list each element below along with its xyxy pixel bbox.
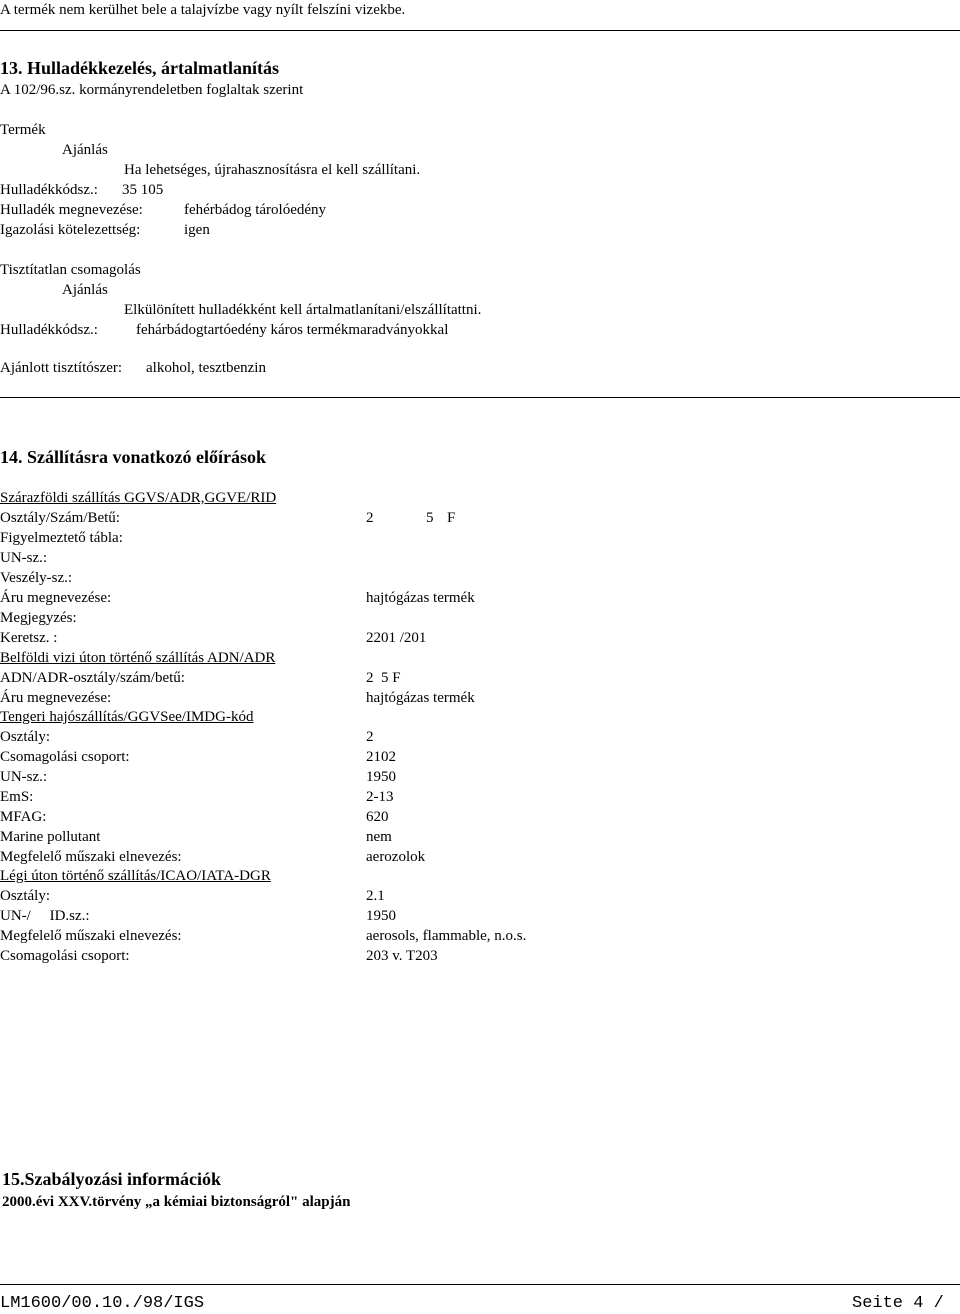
- sea-row-value: 1950: [366, 769, 396, 785]
- sea-row-value: nem: [366, 829, 392, 845]
- air-row-label: Megfelelő műszaki elnevezés:: [0, 928, 182, 944]
- land-frame-label: Keretsz. :: [0, 630, 58, 646]
- section-15-title: 15.Szabályozási információk: [2, 1169, 221, 1189]
- land-note-label: Megjegyzés:: [0, 610, 77, 626]
- section-13-subtitle: A 102/96.sz. kormányrendeletben foglaltak szerint: [0, 82, 304, 98]
- top-note: A termék nem kerülhet bele a talajvízbe vagy nyílt felszíni vizekbe.: [0, 2, 406, 18]
- air-row-value: 203 v. T203: [366, 948, 438, 964]
- product-recommendation: Ha lehetséges, újrahasznosításra el kell szállítani.: [124, 162, 421, 178]
- air-row-value: aerosols, flammable, n.o.s.: [366, 928, 527, 944]
- land-class-value-2: 5: [426, 510, 434, 526]
- land-warning-label: Figyelmeztető tábla:: [0, 530, 123, 546]
- product-recommendation-label: Ajánlás: [62, 142, 108, 158]
- land-goods-label: Áru megnevezése:: [0, 590, 112, 606]
- sea-row-label: UN-sz.:: [0, 769, 48, 785]
- section-13-title: 13. Hulladékkezelés, ártalmatlanítás: [0, 58, 279, 78]
- uncleaned-code-label: Hulladékkódsz.:: [0, 322, 98, 338]
- sea-row-value: aerozolok: [366, 849, 426, 865]
- land-class-value-3: F: [447, 510, 456, 526]
- inland-class-label: ADN/ADR-osztály/szám/betű:: [0, 670, 185, 686]
- waste-code-label: Hulladékkódsz.:: [0, 182, 98, 198]
- inland-class-value: 2 5 F: [366, 670, 401, 686]
- sea-transport-heading: Tengeri hajószállítás/GGVSee/IMDG-kód: [0, 709, 254, 725]
- waste-name-label: Hulladék megnevezése:: [0, 202, 143, 218]
- uncleaned-recommendation: Elkülönített hulladékként kell ártalmatlanítani/elszállítattni.: [124, 302, 482, 318]
- air-row-label: Osztály:: [0, 888, 50, 904]
- section-15-law: 2000.évi XXV.törvény „a kémiai biztonságról" alapján: [2, 1194, 351, 1210]
- footer-page-number: Seite 4 /: [852, 1294, 944, 1313]
- top-divider: [0, 30, 960, 31]
- land-un-label: UN-sz.:: [0, 550, 48, 566]
- sea-row-label: Marine pollutant: [0, 829, 101, 845]
- sea-row-label: MFAG:: [0, 809, 47, 825]
- sea-row-label: Osztály:: [0, 729, 50, 745]
- land-class-label: Osztály/Szám/Betű:: [0, 510, 120, 526]
- sea-row-value: 2-13: [366, 789, 394, 805]
- product-label: Termék: [0, 122, 46, 138]
- air-row-label: Csomagolási csoport:: [0, 948, 130, 964]
- uncleaned-code-value: fehárbádogtartóedény káros termékmaradványokkal: [136, 322, 449, 338]
- certification-value: igen: [184, 222, 210, 238]
- inland-goods-value: hajtógázas termék: [366, 690, 475, 706]
- sea-row-value: 620: [366, 809, 389, 825]
- air-row-label: UN-/ ID.sz.:: [0, 908, 90, 924]
- cleaner-value: alkohol, tesztbenzin: [146, 360, 266, 376]
- footer-doc-code: LM1600/00.10./98/IGS: [0, 1294, 205, 1313]
- land-danger-label: Veszély-sz.:: [0, 570, 73, 586]
- land-transport-heading: Szárazföldi szállítás GGVS/ADR,GGVE/RID: [0, 490, 277, 506]
- cleaner-label: Ajánlott tisztítószer:: [0, 360, 123, 376]
- land-goods-value: hajtógázas termék: [366, 590, 475, 606]
- section-13-divider: [0, 397, 960, 398]
- air-row-value: 2.1: [366, 888, 385, 904]
- sea-row-label: EmS:: [0, 789, 34, 805]
- waste-name-value: fehérbádog tárolóedény: [184, 202, 327, 218]
- land-frame-value: 2201 /201: [366, 630, 427, 646]
- uncleaned-recommendation-label: Ajánlás: [62, 282, 108, 298]
- certification-label: Igazolási kötelezettség:: [0, 222, 141, 238]
- air-transport-heading: Légi úton történő szállítás/ICAO/IATA-DGR: [0, 868, 271, 884]
- section-14-title: 14. Szállításra vonatkozó előírások: [0, 447, 266, 467]
- sea-row-label: Megfelelő műszaki elnevezés:: [0, 849, 182, 865]
- inland-goods-label: Áru megnevezése:: [0, 690, 112, 706]
- uncleaned-packaging-label: Tisztítatlan csomagolás: [0, 262, 141, 278]
- waste-code-value: 35 105: [122, 182, 164, 198]
- air-row-value: 1950: [366, 908, 396, 924]
- sea-row-value: 2102: [366, 749, 396, 765]
- inland-water-heading: Belföldi vizi úton történő szállítás ADN/ADR: [0, 650, 276, 666]
- footer-divider: [0, 1284, 960, 1285]
- sea-row-value: 2: [366, 729, 374, 745]
- sea-row-label: Csomagolási csoport:: [0, 749, 130, 765]
- land-class-value-1: 2: [366, 510, 374, 526]
